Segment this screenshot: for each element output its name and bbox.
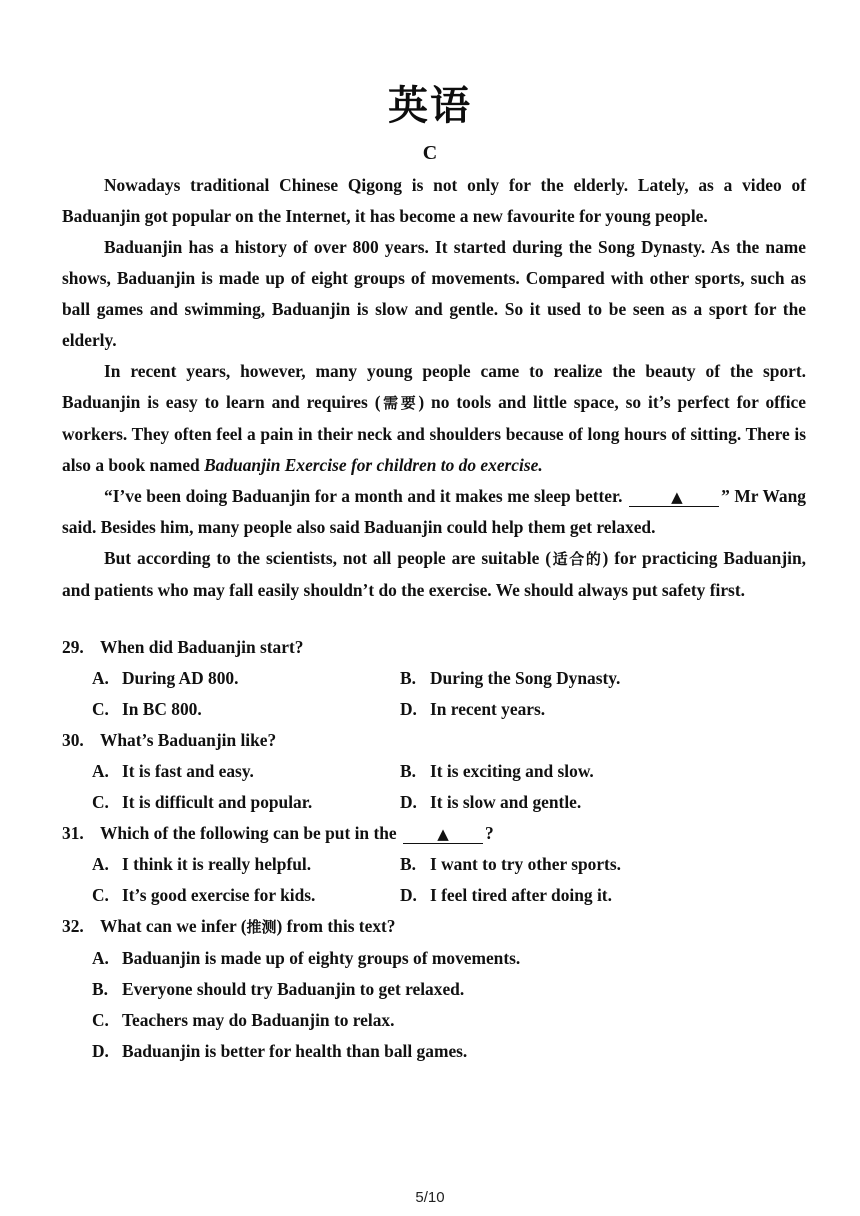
- question-number: 29.: [62, 637, 84, 657]
- option-letter: C.: [92, 699, 109, 719]
- question-text: Which of the following can be put in the: [100, 823, 397, 843]
- question-29: [62, 632, 806, 725]
- option-text: It is slow and gentle.: [430, 792, 582, 812]
- option-d[interactable]: [400, 694, 836, 725]
- triangle-icon: ▲: [671, 488, 683, 506]
- paragraph-3: [62, 356, 806, 481]
- option-text: It is fast and easy.: [122, 761, 254, 781]
- option-group: [62, 849, 806, 911]
- option-letter: C.: [92, 885, 109, 905]
- option-group: [62, 756, 806, 818]
- option-d[interactable]: [400, 880, 836, 911]
- option-letter: B.: [400, 668, 416, 688]
- option-a[interactable]: [92, 663, 400, 694]
- paragraph-5-text-b: ) for practicing Baduanjin, and patients who may fall easily shouldn’t do the exercise. We should always put safety first.: [62, 548, 806, 600]
- paragraph-5-text-a: But according to the scientists, not all people are suitable (: [104, 548, 552, 568]
- question-number: 31.: [62, 823, 84, 843]
- paragraph-2: Baduanjin has a history of over 800 years. It started during the Song Dynasty. As the name shows, Baduanjin is made up of eight groups of movements. Compared with other sports, such as ball games and swimming, Baduanjin is slow and gentle. So it used to be seen as a sport for the elderly.: [62, 237, 806, 350]
- option-letter: A.: [92, 761, 109, 781]
- option-letter: B.: [400, 761, 416, 781]
- option-letter: D.: [400, 792, 417, 812]
- option-letter: C.: [92, 1010, 109, 1030]
- question-text-end: ) from this text?: [276, 916, 396, 936]
- option-text: In BC 800.: [122, 699, 202, 719]
- option-c[interactable]: [92, 787, 400, 818]
- paragraph-4-text-b: ” Mr Wang said. Besides him, many people also said Baduanjin could help them get relaxed.: [62, 486, 806, 537]
- gloss-xuyao: 需要: [380, 394, 419, 412]
- option-letter: B.: [400, 854, 416, 874]
- option-text: It is difficult and popular.: [122, 792, 313, 812]
- option-letter: A.: [92, 668, 109, 688]
- paragraph-4: [62, 481, 806, 543]
- option-b[interactable]: [400, 849, 836, 880]
- page-title: 英语: [388, 83, 472, 129]
- option-c[interactable]: [92, 1005, 806, 1036]
- question-stem: [62, 632, 806, 663]
- page-number: 5/10: [415, 1189, 445, 1206]
- option-letter: C.: [92, 792, 109, 812]
- option-text: During AD 800.: [122, 668, 239, 688]
- paragraph-5: [62, 543, 806, 606]
- option-d[interactable]: [400, 787, 836, 818]
- question-text: What’s Baduanjin like?: [100, 730, 277, 750]
- option-c[interactable]: [92, 694, 400, 725]
- option-a[interactable]: [92, 849, 400, 880]
- question-32: [62, 911, 806, 1067]
- paragraph-4-text-a: “I’ve been doing Baduanjin for a month and it makes me sleep better.: [104, 486, 628, 506]
- option-d[interactable]: [92, 1036, 806, 1067]
- book-title: Baduanjin Exercise for children to do exercise.: [204, 455, 543, 475]
- option-text: It’s good exercise for kids.: [122, 885, 316, 905]
- option-text: Teachers may do Baduanjin to relax.: [122, 1010, 395, 1030]
- option-text: Baduanjin is made up of eighty groups of movements.: [122, 948, 521, 968]
- option-b[interactable]: [92, 974, 806, 1005]
- answer-blank: [403, 824, 483, 844]
- option-text: I want to try other sports.: [430, 854, 621, 874]
- triangle-icon: ▲: [437, 825, 449, 843]
- option-text: Everyone should try Baduanjin to get relaxed.: [122, 979, 465, 999]
- option-text: During the Song Dynasty.: [430, 668, 621, 688]
- option-group: [62, 663, 806, 725]
- gloss-shihede: 适合的: [551, 550, 603, 568]
- option-a[interactable]: [92, 943, 806, 974]
- reading-passage: [62, 170, 806, 606]
- option-letter: B.: [92, 979, 108, 999]
- question-text: What can we infer (: [100, 916, 247, 936]
- option-letter: A.: [92, 854, 109, 874]
- question-text: When did Baduanjin start?: [100, 637, 304, 657]
- option-text: In recent years.: [430, 699, 546, 719]
- question-30: [62, 725, 806, 818]
- option-c[interactable]: [92, 880, 400, 911]
- option-letter: A.: [92, 948, 109, 968]
- option-letter: D.: [92, 1041, 109, 1061]
- paragraph-3-text-a: In recent years, however, many young people came to realize the beauty of the sport. Baduanjin is easy to learn and requires (: [62, 361, 806, 412]
- option-b[interactable]: [400, 663, 836, 694]
- option-letter: D.: [400, 885, 417, 905]
- gloss-tuice: 推测: [246, 918, 277, 936]
- option-text: Baduanjin is better for health than ball games.: [122, 1041, 468, 1061]
- question-31: [62, 818, 806, 911]
- paragraph-1: Nowadays traditional Chinese Qigong is not only for the elderly. Lately, as a video of Baduanjin got popular on the Internet, it has become a new favourite for young people.: [62, 175, 806, 226]
- answer-blank: [629, 487, 719, 507]
- option-group: [62, 943, 806, 1067]
- question-stem: [62, 725, 806, 756]
- option-a[interactable]: [92, 756, 400, 787]
- option-text: I feel tired after doing it.: [430, 885, 612, 905]
- question-stem: [62, 818, 806, 849]
- question-list: [62, 632, 806, 1067]
- question-stem: [62, 911, 806, 943]
- question-number: 30.: [62, 730, 84, 750]
- question-text-end: ?: [485, 823, 494, 843]
- option-text: I think it is really helpful.: [122, 854, 312, 874]
- paragraph-3-text-b: ) no tools and little space, so it’s perfect for office workers. They often feel a pain in their neck and shoulders because of long hours of sitting. There is also a book named: [62, 392, 806, 475]
- option-b[interactable]: [400, 756, 836, 787]
- question-number: 32.: [62, 916, 84, 936]
- option-letter: D.: [400, 699, 417, 719]
- option-text: It is exciting and slow.: [430, 761, 594, 781]
- section-label: C: [422, 142, 438, 164]
